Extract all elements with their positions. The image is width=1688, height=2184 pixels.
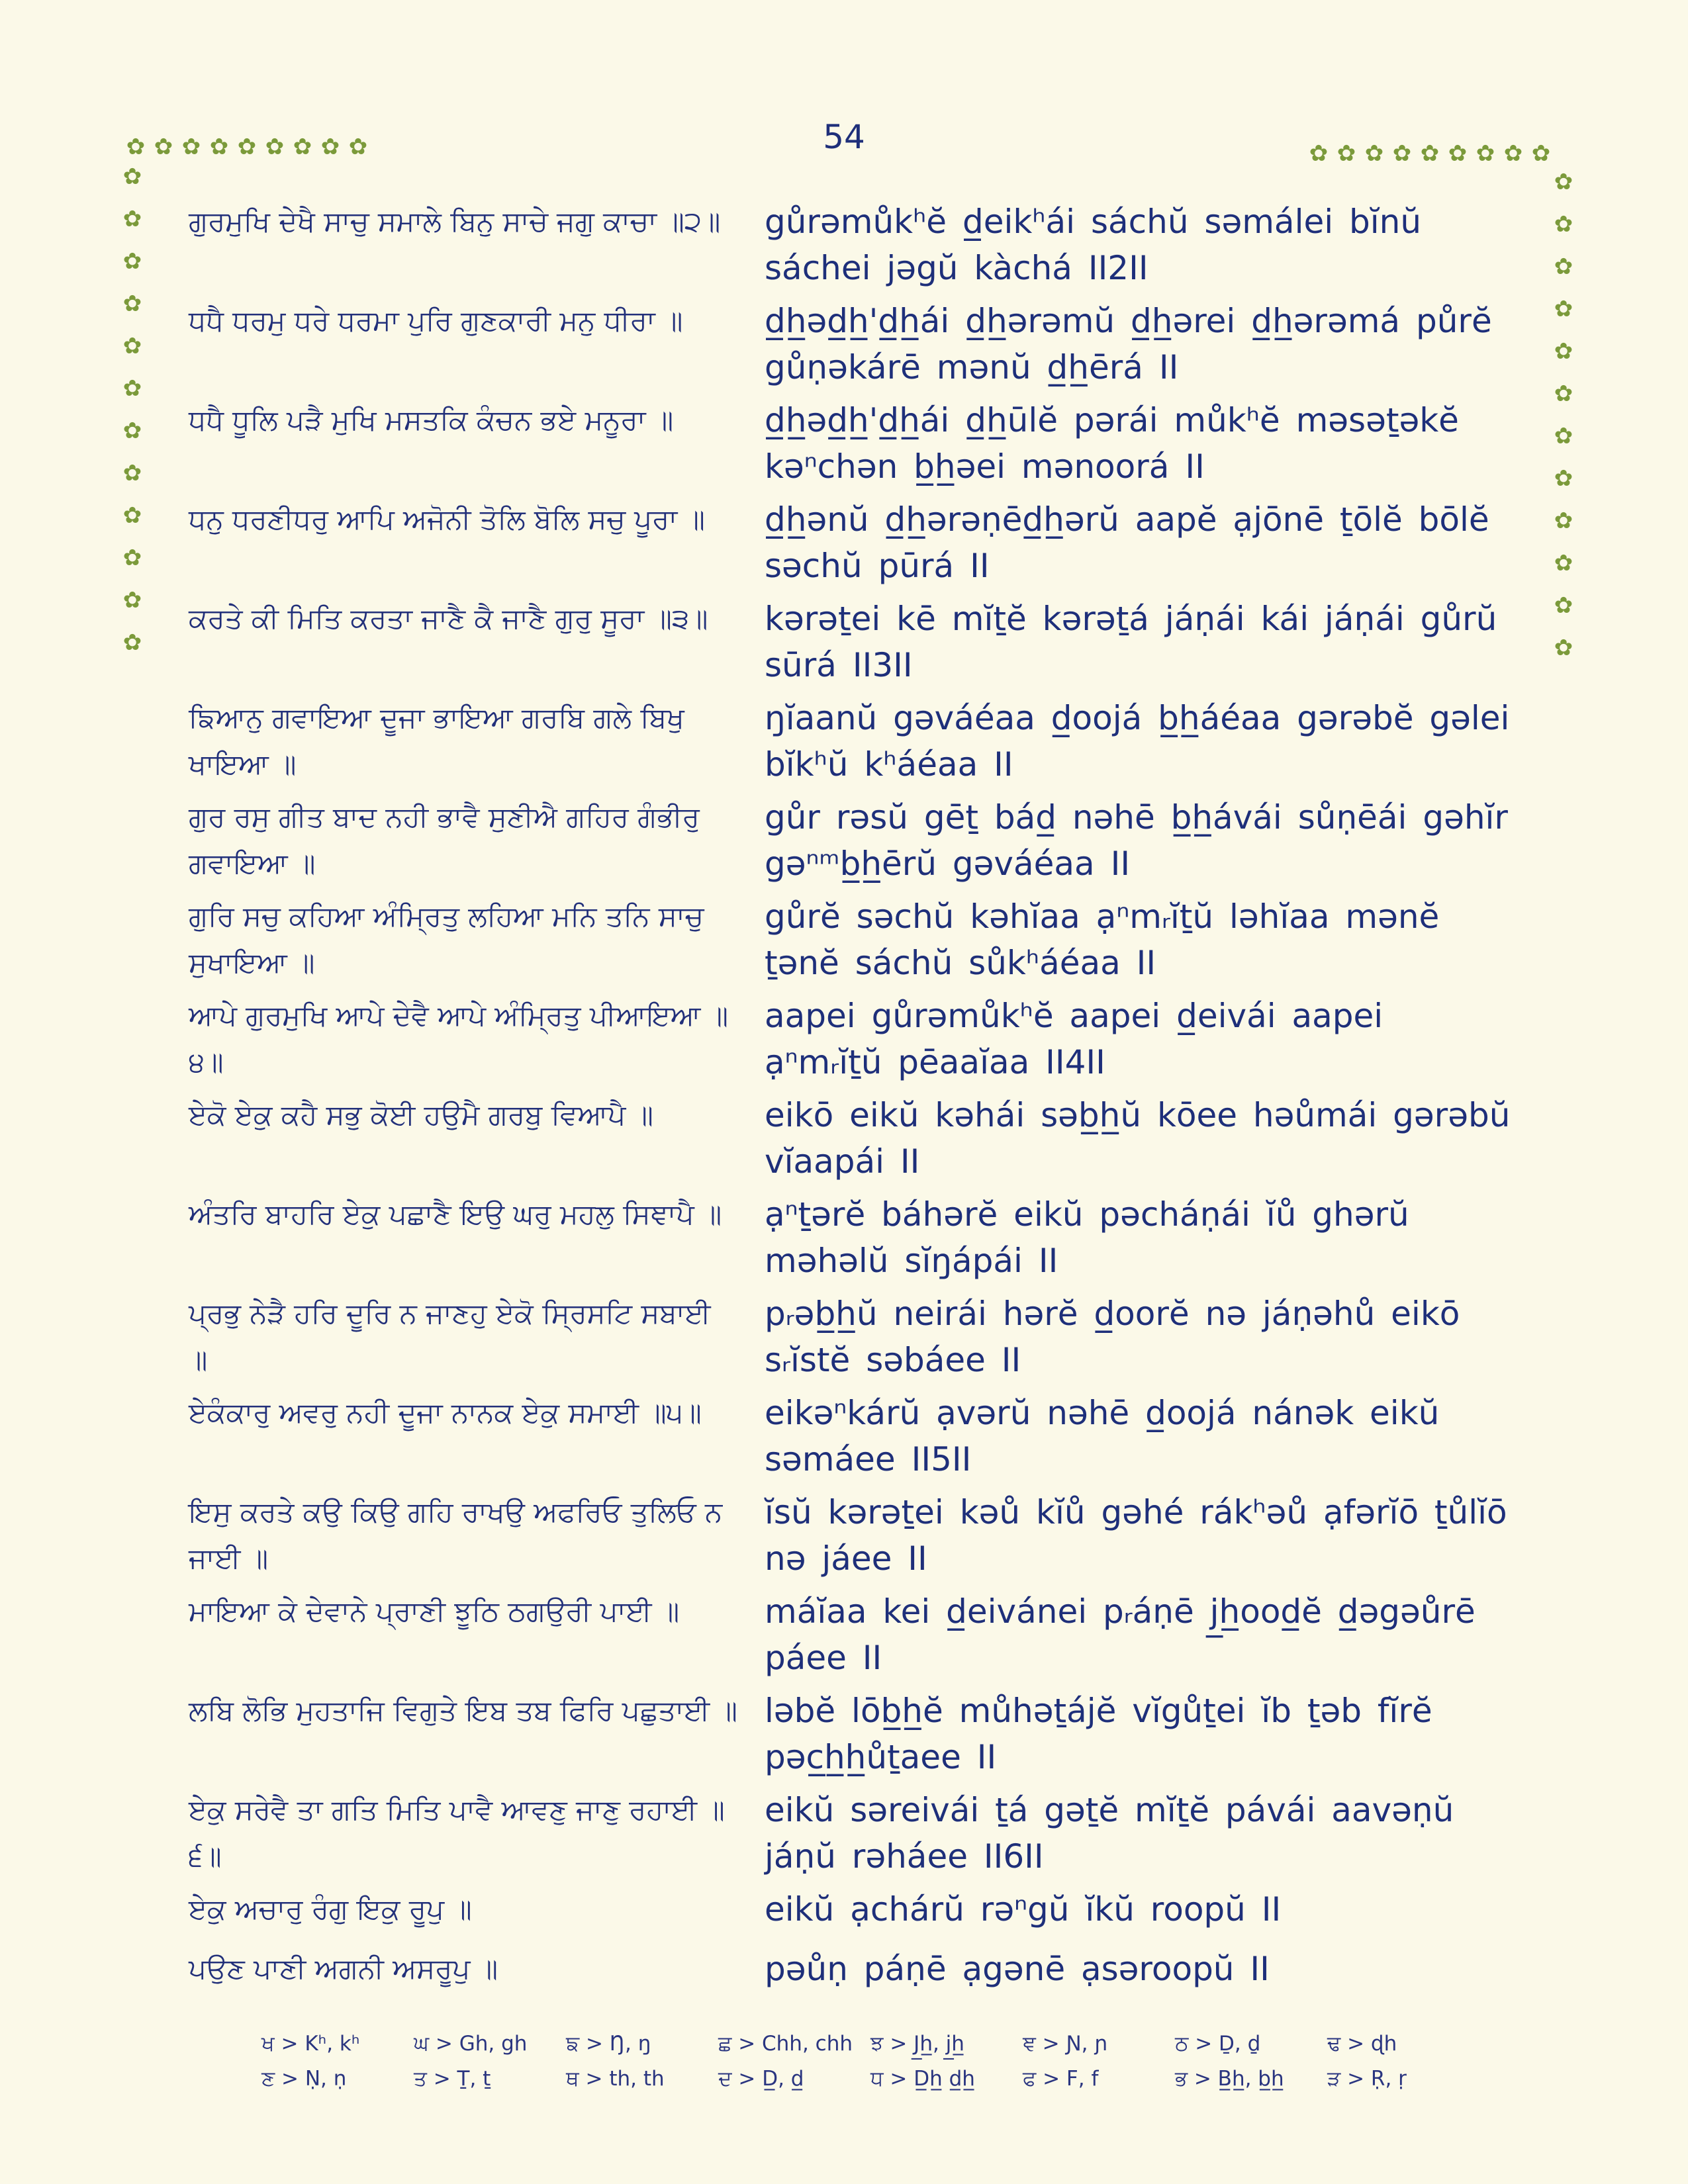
verse-table <box>189 199 1513 2005</box>
verse-row <box>189 496 1513 596</box>
verse-row <box>189 993 1513 1092</box>
flower-icon: ✿ <box>122 333 142 359</box>
flower-icon: ✿ <box>1364 140 1384 167</box>
flower-icon: ✿ <box>1554 211 1573 238</box>
gurmukhi-line: ਏਕੰਕਾਰੁ ਅਵਰੁ ਨਹੀ ਦੂਜਾ ਨਾਨਕ ਏਕੁ ਸਮਾਈ ॥੫॥ <box>189 1396 702 1429</box>
flower-icon: ✿ <box>181 134 201 160</box>
flower-icon: ✿ <box>1554 635 1573 661</box>
legend-entry: ਤ > Ṯ, ṯ <box>414 2067 491 2091</box>
verse-row <box>189 893 1513 993</box>
verse-row <box>189 199 1513 298</box>
flower-icon: ✿ <box>122 163 142 190</box>
legend-entry: ਝ > J̲h̲, j̲h̲ <box>870 2032 964 2056</box>
flower-icon: ✿ <box>1554 253 1573 280</box>
verse-row <box>189 695 1513 794</box>
gurmukhi-line: ਪਉਣ ਪਾਣੀ ਅਗਨੀ ਅਸਰੂਪੁ ॥ <box>189 1952 498 1985</box>
flower-icon: ✿ <box>265 134 285 160</box>
flower-icon: ✿ <box>237 134 257 160</box>
flower-icon: ✿ <box>1476 140 1495 167</box>
transliteration-line: pəůṇ páṇē ạgənē ạsəroopŭ II <box>765 1950 1270 1988</box>
gurmukhi-line: ਇਸੁ ਕਰਤੇ ਕਉ ਕਿਉ ਗਹਿ ਰਾਖਉ ਅਫਰਿਓ ਤੁਲਿਓ ਨ ਜਾਈ ॥ <box>189 1496 723 1574</box>
flower-icon: ✿ <box>1309 140 1329 167</box>
flower-icon: ✿ <box>122 418 142 444</box>
flower-icon: ✿ <box>122 248 142 275</box>
flower-icon: ✿ <box>1554 550 1573 576</box>
transliteration-line: ạⁿṯərĕ báhərĕ eikŭ pəcháṇái ĭů ghərŭ məhəlŭ sĭŋápái II <box>765 1195 1409 1280</box>
verse-row <box>189 298 1513 397</box>
transliteration-line: d̲h̲ənŭ d̲h̲ərəṇēd̲h̲ərŭ aapĕ ạjōnē ṯōlĕ bōlĕ səchŭ pūrá II <box>765 500 1489 585</box>
transliteration-line: d̲h̲əd̲h̲'d̲h̲ái d̲h̲ərəmŭ d̲h̲ərei d̲h̲ərəmá půrĕ gůṇəkárē mənŭ d̲h̲ērá II <box>765 302 1492 387</box>
flower-icon: ✿ <box>122 502 142 529</box>
legend-entry: ਭ > B̲h̲, b̲h̲ <box>1175 2067 1284 2091</box>
legend-entry: ਛ > Chh, chh <box>718 2032 853 2056</box>
legend-entry: ਥ > th, th <box>566 2067 665 2091</box>
flower-icon: ✿ <box>126 134 146 160</box>
gurmukhi-line: ਆਪੇ ਗੁਰਮੁਖਿ ਆਪੇ ਦੇਵੈ ਆਪੇ ਅੰਮ੍ਰਿਤੁ ਪੀਆਇਆ ॥੪॥ <box>189 999 729 1078</box>
legend-entry: ਘ > Gh, gh <box>414 2032 528 2056</box>
transliteration-line: ŋĭaanŭ gəváéaa d̲oojá b̲h̲áéaa gərəbĕ gəlei bĭkʰŭ kʰáéaa II <box>765 699 1510 784</box>
legend-entry: ਙ > Ŋ, ŋ <box>566 2032 651 2056</box>
flower-icon: ✿ <box>1554 508 1573 534</box>
flower-icon: ✿ <box>209 134 229 160</box>
gurmukhi-line: ਏਕੁ ਸਰੇਵੈ ਤਾ ਗਤਿ ਮਿਤਿ ਪਾਵੈ ਆਵਣੁ ਜਾਣੁ ਰਹਾਈ ॥੬॥ <box>189 1794 725 1872</box>
flower-icon: ✿ <box>1554 296 1573 322</box>
flower-icon: ✿ <box>122 629 142 656</box>
legend-entry: ਦ > D̲, d̲ <box>718 2067 804 2091</box>
transliteration-line: eikŭ səreivái ṯá gəṯĕ mĭṯĕ pávái aavəṇŭ jáṇŭ rəháee II6II <box>765 1791 1454 1876</box>
transliteration-line: eikŭ ạchárŭ rəⁿgŭ ĭkŭ roopŭ II <box>765 1890 1282 1929</box>
gurmukhi-line: ਗੁਰਮੁਖਿ ਦੇਖੈ ਸਾਚੁ ਸਮਾਲੇ ਬਿਨੁ ਸਾਚੇ ਜਗੁ ਕਾਚਾ ॥੨॥ <box>189 205 721 238</box>
legend-entry: ਖ > Kʰ, kʰ <box>261 2032 360 2056</box>
verse-row <box>189 1092 1513 1191</box>
flower-icon: ✿ <box>1392 140 1412 167</box>
verse-row <box>189 1390 1513 1489</box>
flower-icon: ✿ <box>348 134 368 160</box>
flower-icon: ✿ <box>1448 140 1468 167</box>
legend-entry: ਫ > F, f <box>1023 2067 1099 2091</box>
verse-row <box>189 1291 1513 1390</box>
verse-row <box>189 1886 1513 1946</box>
transliteration-legend <box>261 2032 1479 2091</box>
flower-icon: ✿ <box>1531 140 1551 167</box>
flower-icon: ✿ <box>122 545 142 571</box>
verse-row <box>189 1946 1513 2005</box>
gurmukhi-line: ਲਬਿ ਲੋਭਿ ਮੁਹਤਾਜਿ ਵਿਗੁਤੇ ਇਬ ਤਬ ਫਿਰਿ ਪਛੁਤਾਈ ॥ <box>189 1694 737 1727</box>
verse-row <box>189 1588 1513 1688</box>
gurmukhi-line: ਏਕੋ ਏਕੁ ਕਹੈ ਸਭੁ ਕੋਈ ਹਉਮੈ ਗਰਬੁ ਵਿਆਪੈ ॥ <box>189 1099 653 1131</box>
flower-icon: ✿ <box>154 134 173 160</box>
flower-icon: ✿ <box>122 206 142 232</box>
gurmukhi-line: ਧਧੈ ਧੂਲਿ ਪੜੈ ਮੁਖਿ ਮਸਤਕਿ ਕੰਚਨ ਭਏ ਮਨੂਰਾ ॥ <box>189 404 674 436</box>
legend-entry: ਞ > Ɲ, ɲ <box>1023 2032 1108 2056</box>
flower-icon: ✿ <box>122 460 142 486</box>
gurmukhi-line: ਏਕੁ ਅਚਾਰੁ ਰੰਗੁ ਇਕੁ ਰੂਪੁ ॥ <box>189 1893 472 1925</box>
flower-icon: ✿ <box>1554 338 1573 365</box>
transliteration-line: kərəṯei kē mĭṯĕ kərəṯá jáṇái kái jáṇái gůrŭ sūrá II3II <box>765 600 1497 684</box>
flower-icon: ✿ <box>1554 592 1573 619</box>
page-number: 54 <box>823 118 865 156</box>
flower-icon: ✿ <box>1554 423 1573 449</box>
transliteration-line: gůr rəsŭ gēṯ bád̲ nəhē b̲h̲ávái sůṇēái gəhĭr gəⁿᵐb̲h̲ērŭ gəváéaa II <box>765 798 1508 883</box>
verse-row <box>189 794 1513 893</box>
transliteration-line: máĭaa kei d̲eivánei pᵣáṇē j̲h̲ood̲ĕ d̲əgəůrē páee II <box>765 1592 1476 1677</box>
transliteration-line: d̲h̲əd̲h̲'d̲h̲ái d̲h̲ūlĕ pərái můkʰĕ məsəṯəkĕ kəⁿchən b̲h̲əei mənoorá II <box>765 401 1459 486</box>
flower-icon: ✿ <box>122 587 142 614</box>
legend-entry: ੜ > Ṛ, ṛ <box>1327 2067 1407 2091</box>
transliteration-line: ləbĕ lōb̲h̲ĕ můhəṯájĕ vĭgůṯei ĭb ṯəb fĭrĕ pəc̲h̲h̲ůṯaee II <box>765 1692 1432 1776</box>
legend-entry: ਢ > ɖh <box>1327 2032 1397 2056</box>
legend-entry: ਣ > Ṇ, ṇ <box>261 2067 347 2091</box>
flower-icon: ✿ <box>320 134 340 160</box>
transliteration-line: aapei gůrəmůkʰĕ aapei d̲eivái aapei ạⁿmᵣĭṯŭ pēaaĭaa II4II <box>765 997 1383 1081</box>
transliteration-line: gůrĕ səchŭ kəhĭaa ạⁿmᵣĭṯŭ ləhĭaa mənĕ ṯənĕ sáchŭ sůkʰáéaa II <box>765 897 1440 982</box>
transliteration-line: eikō eikŭ kəhái səb̲h̲ŭ kōee həůmái gərəbŭ vĭaapái II <box>765 1096 1511 1181</box>
transliteration-line: pᵣəb̲h̲ŭ neirái hərĕ d̲oorĕ nə jáṇəhů eikō sᵣĭstĕ səbáee II <box>765 1295 1460 1379</box>
flower-icon: ✿ <box>1420 140 1440 167</box>
transliteration-line: gůrəmůkʰĕ d̲eikʰái sáchŭ səmálei bĭnŭ sáchei jəgŭ kàchá II2II <box>765 203 1422 287</box>
legend-entry: ਧ > D̲h̲ d̲h̲ <box>870 2067 975 2091</box>
verse-row <box>189 1489 1513 1588</box>
verse-row <box>189 1787 1513 1886</box>
flower-icon: ✿ <box>1336 140 1356 167</box>
transliteration-line: eikəⁿkárŭ ạvərŭ nəhē d̲oojá nánək eikŭ səmáee II5II <box>765 1394 1440 1479</box>
gurmukhi-line: ਅੰਤਰਿ ਬਾਹਰਿ ਏਕੁ ਪਛਾਣੈ ਇਉ ਘਰੁ ਮਹਲੁ ਸਿਞਾਪੈ ॥ <box>189 1198 722 1230</box>
gurmukhi-line: ਗੁਰ ਰਸੁ ਗੀਤ ਬਾਦ ਨਹੀ ਭਾਵੈ ਸੁਣੀਐ ਗਹਿਰ ਗੰਭੀਰੁ ਗਵਾਇਆ ॥ <box>189 801 700 880</box>
transliteration-line: ĭsŭ kərəṯei kəů kĭů gəhé rákʰəů ạfərĭō ṯůlĭō nə jáee II <box>765 1493 1507 1578</box>
gurmukhi-line: ਧਧੈ ਧਰਮੁ ਧਰੇ ਧਰਮਾ ਪੁਰਿ ਗੁਣਕਾਰੀ ਮਨੁ ਧੀਰਾ ॥ <box>189 304 683 337</box>
gurmukhi-line: ਮਾਇਆ ਕੇ ਦੇਵਾਨੇ ਪ੍ਰਾਣੀ ਝੂਠਿ ਠਗਉਰੀ ਪਾਈ ॥ <box>189 1595 680 1627</box>
legend-entry: ਠ > Ḏ, ḏ <box>1175 2032 1261 2056</box>
gurmukhi-line: ਪ੍ਰਭੁ ਨੇੜੈ ਹਰਿ ਦੂਰਿ ਨ ਜਾਣਹੁ ਏਕੋ ਸ੍ਰਿਸਟਿ ਸਬਾਈ ॥ <box>189 1297 711 1376</box>
flower-icon: ✿ <box>1503 140 1523 167</box>
verse-row <box>189 1191 1513 1291</box>
flower-icon: ✿ <box>1554 465 1573 492</box>
verse-row <box>189 596 1513 695</box>
verse-row <box>189 1688 1513 1787</box>
flower-icon: ✿ <box>293 134 312 160</box>
gurmukhi-line: ਧਨੁ ਧਰਣੀਧਰੁ ਆਪਿ ਅਜੋਨੀ ਤੋਲਿ ਬੋਲਿ ਸਚੁ ਪੂਰਾ ॥ <box>189 503 705 535</box>
verse-row <box>189 397 1513 496</box>
gurmukhi-line: ਗੁਰਿ ਸਚੁ ਕਹਿਆ ਅੰਮ੍ਰਿਤੁ ਲਹਿਆ ਮਨਿ ਤਨਿ ਸਾਚੁ ਸੁਖਾਇਆ ॥ <box>189 900 704 979</box>
flower-icon: ✿ <box>122 291 142 317</box>
gurmukhi-line: ਙਿਆਨੁ ਗਵਾਇਆ ਦੂਜਾ ਭਾਇਆ ਗਰਬਿ ਗਲੇ ਬਿਖੁ ਖਾਇਆ ॥ <box>189 702 684 780</box>
flower-icon: ✿ <box>1554 381 1573 407</box>
flower-icon: ✿ <box>1554 169 1573 195</box>
gurmukhi-line: ਕਰਤੇ ਕੀ ਮਿਤਿ ਕਰਤਾ ਜਾਣੈ ਕੈ ਜਾਣੈ ਗੁਰੁ ਸੂਰਾ ॥੩॥ <box>189 602 708 635</box>
flower-icon: ✿ <box>122 375 142 402</box>
